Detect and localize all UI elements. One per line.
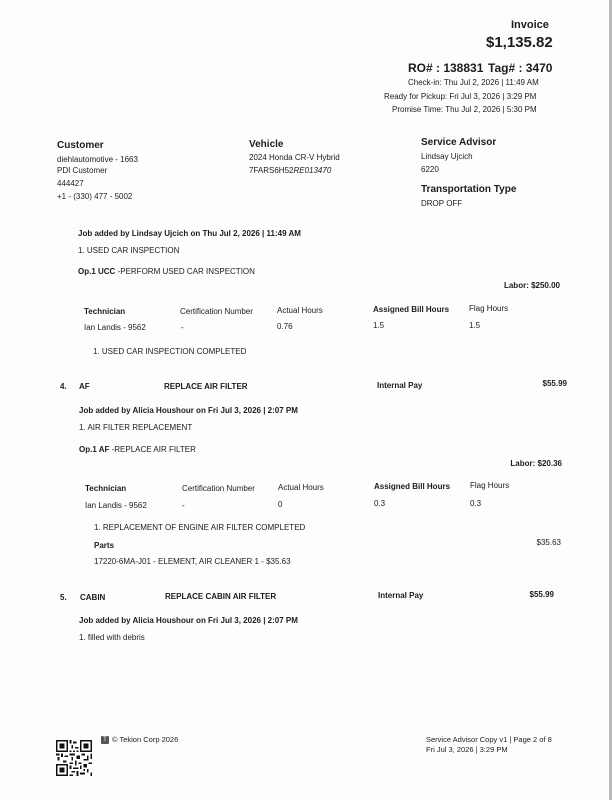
footer-copy-info: Service Advisor Copy v1 | Page 2 of 8 — [426, 735, 552, 744]
job-added-info: Job added by Alicia Houshour on Fri Jul 3, 2026 | 2:07 PM — [79, 616, 298, 625]
job-number: 4. — [60, 382, 67, 391]
tag-number: Tag# : 3470 — [488, 61, 553, 75]
actual-hours-value: 0 — [278, 500, 283, 509]
job-title: REPLACE AIR FILTER — [164, 382, 248, 391]
col-certification: Certification Number — [180, 307, 253, 316]
invoice-total: $1,135.82 — [486, 34, 553, 51]
correction-text: 1. USED CAR INSPECTION COMPLETED — [93, 347, 247, 356]
transport-value: DROP OFF — [421, 199, 463, 208]
parts-total: $35.63 — [536, 538, 561, 547]
certification-value: - — [182, 501, 185, 510]
vehicle-heading: Vehicle — [249, 139, 284, 150]
col-assigned-hours: Assigned Bill Hours — [374, 482, 451, 491]
vehicle-model: 2024 Honda CR-V Hybrid — [249, 153, 340, 162]
job-pay-type: Internal Pay — [377, 381, 423, 390]
job-number: 5. — [60, 593, 67, 602]
labor-amount: Labor: $250.00 — [503, 281, 560, 290]
job-concern: 1. filled with debris — [79, 633, 145, 642]
customer-heading: Customer — [57, 140, 104, 151]
flag-hours-value: 0.3 — [470, 499, 482, 508]
ro-number: RO# : 138831 — [408, 61, 484, 75]
job-title: REPLACE CABIN AIR FILTER — [165, 592, 277, 601]
promise-time: Promise Time: Thu Jul 2, 2026 | 5:30 PM — [392, 105, 537, 114]
job-amount: $55.99 — [542, 379, 567, 388]
customer-phone: +1 - (330) 477 - 5002 — [57, 192, 133, 201]
job-concern: 1. USED CAR INSPECTION — [78, 246, 180, 255]
ready-time: Ready for Pickup: Fri Jul 3, 2026 | 3:29 PM — [384, 92, 537, 101]
col-actual-hours: Actual Hours — [278, 483, 324, 492]
col-technician: Technician — [85, 484, 127, 493]
job-added-info: Job added by Lindsay Ujcich on Thu Jul 2, 2026 | 11:49 AM — [78, 229, 301, 238]
technician-name: Ian Landis - 9562 — [84, 323, 146, 332]
assigned-hours-value: 1.5 — [373, 321, 385, 330]
job-code: CABIN — [80, 593, 106, 602]
qr-code-icon — [56, 740, 92, 776]
col-assigned-hours: Assigned Bill Hours — [373, 305, 450, 314]
advisor-name: Lindsay Ujcich — [421, 152, 473, 161]
checkin-time: Check-in: Thu Jul 2, 2026 | 11:49 AM — [408, 78, 539, 87]
document-type: Invoice — [511, 19, 549, 31]
vehicle-vin: 7FARS6H52RE013470 — [249, 166, 332, 175]
job-amount: $55.99 — [529, 590, 554, 599]
job-concern: 1. AIR FILTER REPLACEMENT — [79, 423, 193, 432]
flag-hours-value: 1.5 — [469, 321, 481, 330]
col-actual-hours: Actual Hours — [277, 306, 323, 315]
col-flag-hours: Flag Hours — [469, 304, 509, 313]
operation-line: Op.1 AF -REPLACE AIR FILTER — [79, 445, 196, 454]
col-technician: Technician — [84, 307, 126, 316]
advisor-heading: Service Advisor — [421, 137, 497, 148]
certification-value: - — [181, 323, 184, 332]
customer-name: diehlautomotive - 1663 — [57, 155, 138, 164]
parts-heading: Parts — [94, 541, 115, 550]
tekion-logo-icon: T — [101, 736, 109, 744]
customer-type: PDI Customer — [57, 166, 108, 175]
labor-amount: Labor: $20.36 — [510, 459, 562, 468]
technician-name: Ian Landis - 9562 — [85, 501, 147, 510]
transport-heading: Transportation Type — [421, 184, 517, 195]
correction-text: 1. REPLACEMENT OF ENGINE AIR FILTER COMPLETED — [94, 523, 306, 532]
job-added-info: Job added by Alicia Houshour on Fri Jul 3, 2026 | 2:07 PM — [79, 406, 298, 415]
actual-hours-value: 0.76 — [277, 322, 293, 331]
operation-line: Op.1 UCC -PERFORM USED CAR INSPECTION — [78, 267, 255, 276]
footer-printed-time: Fri Jul 3, 2026 | 3:29 PM — [426, 745, 508, 754]
col-certification: Certification Number — [182, 484, 255, 493]
job-pay-type: Internal Pay — [378, 591, 424, 600]
assigned-hours-value: 0.3 — [374, 499, 386, 508]
advisor-number: 6220 — [421, 165, 439, 174]
job-code: AF — [79, 382, 90, 391]
col-flag-hours: Flag Hours — [470, 481, 510, 490]
footer-copyright: © Tekion Corp 2026 — [112, 735, 179, 744]
customer-number: 444427 — [57, 179, 84, 188]
part-line: 17220-6MA-J01 - ELEMENT, AIR CLEANER 1 - $35.63 — [94, 557, 291, 566]
